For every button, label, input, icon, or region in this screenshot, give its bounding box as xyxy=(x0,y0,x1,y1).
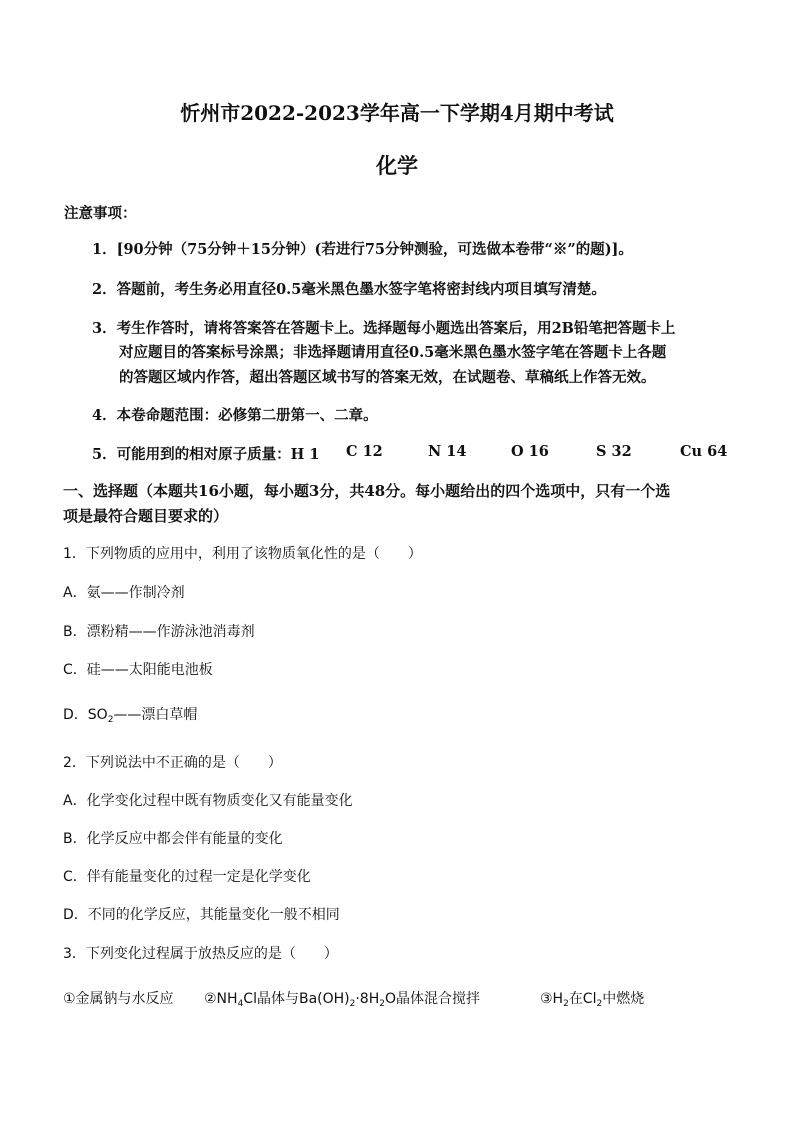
q3-item-2-b: Cl晶体与Ba(OH) xyxy=(243,991,350,1007)
section-heading: 一、选择题（本题共16小题，每小题3分，共48分。每小题给出的四个选项中，只有一个选 xyxy=(63,482,671,500)
atomic-mass-n: N 14 xyxy=(428,443,467,460)
q3-item-2-s2: 2 xyxy=(349,999,356,1009)
q2-option-b: B．化学反应中都会伴有能量的变化 xyxy=(63,831,283,847)
q1-option-c: C．硅——太阳能电池板 xyxy=(63,662,213,678)
notice-item-1: 1．[90分钟（75分钟＋15分钟）(若进行75分钟测验，可选做本卷带“※”的题)]。 xyxy=(92,241,633,258)
q2-option-a: A．化学变化过程中既有物质变化又有能量变化 xyxy=(63,793,353,809)
q2-option-d: D．不同的化学反应，其能量变化一般不相同 xyxy=(63,907,340,923)
q1-option-b: B．漂粉精——作游泳池消毒剂 xyxy=(63,624,255,640)
q3-item-2-c: ·8H xyxy=(355,991,380,1007)
atomic-mass-s: S 32 xyxy=(596,443,632,460)
atomic-mass-o: O 16 xyxy=(511,443,549,460)
q3-item-3-a: ③H xyxy=(540,991,564,1007)
notice-item-5 xyxy=(92,443,732,463)
q3-item-3-c: 中燃烧 xyxy=(602,991,645,1007)
notice-item-3: 3．考生作答时，请将答案答在答题卡上。选择题每小题选出答案后，用2B铅笔把答题卡上 xyxy=(92,320,676,337)
q3-item-3-s2: 2 xyxy=(596,999,603,1009)
notice-item-3-cont-1: 对应题目的答案标号涂黑；非选择题请用直径0.5毫米黑色墨水签字笔在答题卡上各题 xyxy=(119,344,667,361)
notice-item-2: 2．答题前，考生务必用直径0.5毫米黑色墨水签字笔将密封线内项目填写清楚。 xyxy=(92,281,606,298)
q3-stem: 3．下列变化过程属于放热反应的是（ ） xyxy=(63,946,338,962)
section-heading-cont: 项是最符合题目要求的） xyxy=(63,507,229,525)
q3-item-2-a: ②NH xyxy=(204,991,238,1007)
q3-item-2 xyxy=(204,988,480,1009)
q1-option-a: A．氨——作制冷剂 xyxy=(63,585,185,601)
q3-item-1: ①金属钠与水反应 xyxy=(63,991,174,1007)
atomic-mass-c: C 12 xyxy=(346,443,383,460)
atomic-mass-label: 5．可能用到的相对原子质量：H 1 xyxy=(92,446,320,463)
q1-option-d-sub: 2 xyxy=(107,715,114,725)
q3-item-2-s3: 2 xyxy=(379,999,385,1009)
q3-item-3-b: 在Cl xyxy=(568,991,597,1007)
notice-item-3-cont-2: 的答题区域内作答，超出答题区域书写的答案无效，在试题卷、草稿纸上作答无效。 xyxy=(119,369,656,386)
q1-stem: 1．下列物质的应用中，利用了该物质氧化性的是（ ） xyxy=(63,546,422,562)
q1-option-d-prefix: D．SO xyxy=(63,707,108,723)
q3-item-2-s1: 4 xyxy=(237,999,244,1009)
q1-option-d-suffix: ——漂白草帽 xyxy=(113,707,198,723)
q2-option-c: C．伴有能量变化的过程一定是化学变化 xyxy=(63,869,311,885)
notice-item-4: 4．本卷命题范围：必修第二册第一、二章。 xyxy=(92,407,378,424)
atomic-mass-cu: Cu 64 xyxy=(680,443,728,460)
q1-option-d xyxy=(63,704,197,725)
q3-item-2-d: O晶体混合搅拌 xyxy=(384,991,481,1007)
q3-item-3 xyxy=(540,988,644,1009)
q3-item-3-s1: 2 xyxy=(563,999,569,1009)
exam-title: 忻州市2022-2023学年高一下学期4月期中考试 xyxy=(180,101,614,125)
q2-stem: 2．下列说法中不正确的是（ ） xyxy=(63,755,282,771)
subject-title: 化学 xyxy=(376,153,418,178)
notice-heading: 注意事项： xyxy=(64,205,137,222)
